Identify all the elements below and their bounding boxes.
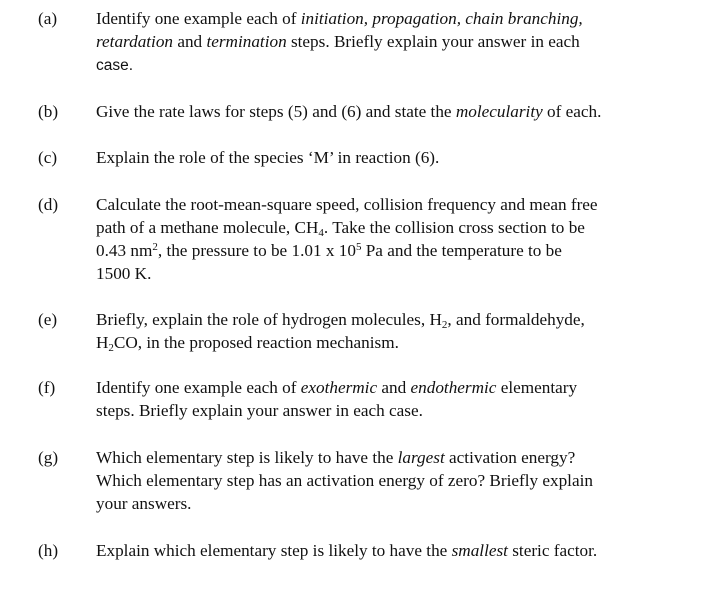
- text-run: path of a methane molecule, CH: [96, 218, 319, 237]
- question-line: [96, 539, 696, 562]
- text-run: Pa and the temperature to be: [361, 241, 562, 260]
- question-text: [96, 539, 696, 562]
- subscript: 4: [318, 227, 324, 239]
- question-text: [96, 100, 696, 123]
- text-run: Which elementary step has an activation energy of zero? Briefly explain: [96, 471, 593, 490]
- question-label: (a): [38, 9, 58, 28]
- question-line: [96, 399, 696, 422]
- question-line: [96, 446, 696, 469]
- question-text: [96, 146, 696, 169]
- superscript: 2: [152, 241, 158, 253]
- text-run: CO, in the proposed reaction mechanism.: [113, 333, 399, 352]
- emphasis-text: initiation, propagation, chain branching,: [300, 9, 583, 28]
- text-run: steps. Briefly explain your answer in each: [286, 32, 580, 51]
- question-line: [96, 469, 696, 492]
- text-run: and: [173, 32, 207, 51]
- emphasis-text: largest: [397, 448, 445, 467]
- question-line: [96, 492, 696, 515]
- question-line: [96, 239, 696, 262]
- question-line: [96, 7, 696, 30]
- text-run: and: [377, 378, 411, 397]
- subscript: 2: [108, 342, 114, 354]
- question-line: [96, 30, 696, 53]
- text-run: 1500 K.: [96, 264, 152, 283]
- question-label: (f): [38, 378, 56, 397]
- question-text: [96, 7, 696, 77]
- text-run: Identify one example each of: [96, 9, 301, 28]
- text-run: 0.43 nm: [96, 241, 153, 260]
- text-run: activation energy?: [444, 448, 576, 467]
- text-run: elementary: [496, 378, 578, 397]
- question-label: (g): [38, 448, 59, 467]
- question-line: [96, 100, 696, 123]
- text-run: Calculate the root-mean-square speed, collision frequency and mean free: [96, 195, 598, 214]
- text-run: Identify one example each of: [96, 378, 301, 397]
- text-run: , the pressure to be 1.01 x 10: [157, 241, 356, 260]
- emphasis-text: exothermic: [300, 378, 378, 397]
- question-line: [96, 53, 696, 77]
- emphasis-text: termination: [206, 32, 287, 51]
- emphasis-text: retardation: [96, 32, 174, 51]
- text-run: . Take the collision cross section to be: [323, 218, 585, 237]
- text-run: Which elementary step is likely to have the: [96, 448, 398, 467]
- text-run: Explain the role of the species ‘M’ in reaction (6).: [96, 148, 440, 167]
- question-line: [96, 193, 696, 216]
- text-run: your answers.: [96, 494, 192, 513]
- emphasis-text: smallest: [451, 541, 508, 560]
- text-run: of each.: [542, 102, 602, 121]
- question-label: (e): [38, 310, 58, 329]
- question-line: [96, 308, 696, 331]
- emphasis-text: endothermic: [410, 378, 497, 397]
- superscript: 5: [355, 241, 362, 253]
- text-run: Give the rate laws for steps (5) and (6) and state the: [96, 102, 456, 121]
- question-line: [96, 331, 696, 354]
- text-run: case.: [96, 57, 134, 74]
- question-text: [96, 376, 696, 422]
- text-run: H: [96, 333, 109, 352]
- question-line: [96, 216, 696, 239]
- question-line: [96, 376, 696, 399]
- question-text: [96, 193, 696, 285]
- subscript: 2: [441, 319, 448, 331]
- text-run: Explain which elementary step is likely to have the: [96, 541, 452, 560]
- question-line: [96, 146, 696, 169]
- question-label: (c): [38, 148, 58, 167]
- question-line: [96, 262, 696, 285]
- text-run: Briefly, explain the role of hydrogen molecules, H: [96, 310, 442, 329]
- text-run: steps. Briefly explain your answer in each case.: [96, 401, 423, 420]
- question-text: [96, 308, 696, 354]
- text-run: , and formaldehyde,: [447, 310, 585, 329]
- question-label: (d): [38, 195, 59, 214]
- question-text: [96, 446, 696, 515]
- text-run: steric factor.: [507, 541, 598, 560]
- question-label: (b): [38, 102, 59, 121]
- question-label: (h): [38, 541, 59, 560]
- emphasis-text: molecularity: [455, 102, 543, 121]
